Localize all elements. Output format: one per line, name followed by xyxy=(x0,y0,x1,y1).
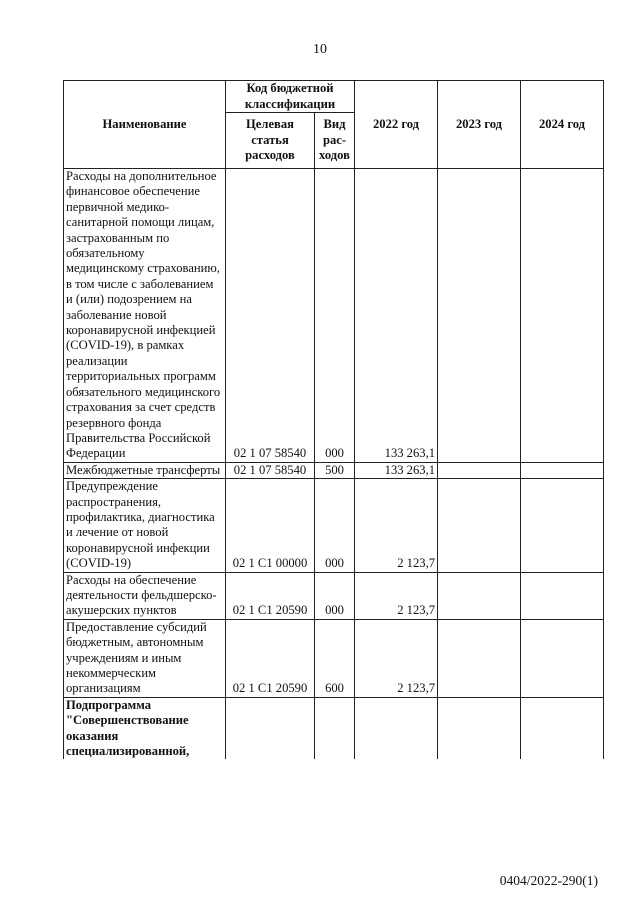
table-row xyxy=(64,697,604,759)
row-value-2023 xyxy=(438,697,521,759)
table-row xyxy=(64,619,604,697)
row-target-article: 02 1 07 58540 xyxy=(226,462,315,478)
row-value-2024 xyxy=(521,462,604,478)
row-expense-type: 000 xyxy=(315,572,355,619)
row-value-2023 xyxy=(438,619,521,697)
table-row xyxy=(64,169,604,463)
row-value-2022: 2 123,7 xyxy=(355,572,438,619)
row-value-2022: 2 123,7 xyxy=(355,619,438,697)
table-row xyxy=(64,479,604,572)
row-expense-type: 500 xyxy=(315,462,355,478)
row-target-article: 02 1 С1 20590 xyxy=(226,619,315,697)
row-value-2024 xyxy=(521,619,604,697)
row-value-2022: 133 263,1 xyxy=(355,462,438,478)
header-expense-type: Вид рас-ходов xyxy=(315,113,355,169)
row-value-2023 xyxy=(438,572,521,619)
table-row xyxy=(64,572,604,619)
row-target-article: 02 1 С1 20590 xyxy=(226,572,315,619)
row-name: Расходы на обеспечение деятельности фельдшерско-акушерских пунктов xyxy=(64,572,226,619)
row-expense-type: 000 xyxy=(315,169,355,463)
page-number: 10 xyxy=(313,42,327,57)
row-value-2024 xyxy=(521,697,604,759)
row-value-2022: 2 123,7 xyxy=(355,479,438,572)
row-name: Подпрограмма "Совершенствование оказания специализированной, xyxy=(64,697,226,759)
row-value-2023 xyxy=(438,462,521,478)
row-target-article: 02 1 07 58540 xyxy=(226,169,315,463)
budget-table xyxy=(63,80,604,759)
row-value-2024 xyxy=(521,572,604,619)
row-value-2022: 133 263,1 xyxy=(355,169,438,463)
row-target-article: 02 1 С1 00000 xyxy=(226,479,315,572)
row-name: Предупреждение распространения, профилактика, диагностика и лечение от новой коронавирусной инфекции (COVID-19) xyxy=(64,479,226,572)
row-value-2022 xyxy=(355,697,438,759)
row-target-article xyxy=(226,697,315,759)
header-2023: 2023 год xyxy=(438,81,521,169)
row-value-2024 xyxy=(521,479,604,572)
row-name: Предоставление субсидий бюджетным, автономным учреждениям и иным некоммерческим организациям xyxy=(64,619,226,697)
row-expense-type xyxy=(315,697,355,759)
header-name: Наименование xyxy=(64,81,226,169)
row-expense-type: 000 xyxy=(315,479,355,572)
row-name: Расходы на дополнительное финансовое обеспечение первичной медико-санитарной помощи лицам, застрахованным по обязательному медицинскому страхованию, в том числе с заболеванием и (или) подозрением на заболевание новой коронавирусной инфекцией (COVID-19), в рамках реализации территориальных программ обязательного медицинского страхования за счет средств резервного фонда Правительства Российской Федерации xyxy=(64,169,226,463)
header-2022: 2022 год xyxy=(355,81,438,169)
table-row xyxy=(64,462,604,478)
header-kbk: Код бюджетной классификации xyxy=(226,81,355,113)
document-code: 0404/2022-290(1) xyxy=(499,873,598,888)
header-target-article: Целевая статья расходов xyxy=(226,113,315,169)
row-value-2023 xyxy=(438,479,521,572)
row-name: Межбюджетные трансферты xyxy=(64,462,226,478)
header-2024: 2024 год xyxy=(521,81,604,169)
row-expense-type: 600 xyxy=(315,619,355,697)
row-value-2023 xyxy=(438,169,521,463)
row-value-2024 xyxy=(521,169,604,463)
